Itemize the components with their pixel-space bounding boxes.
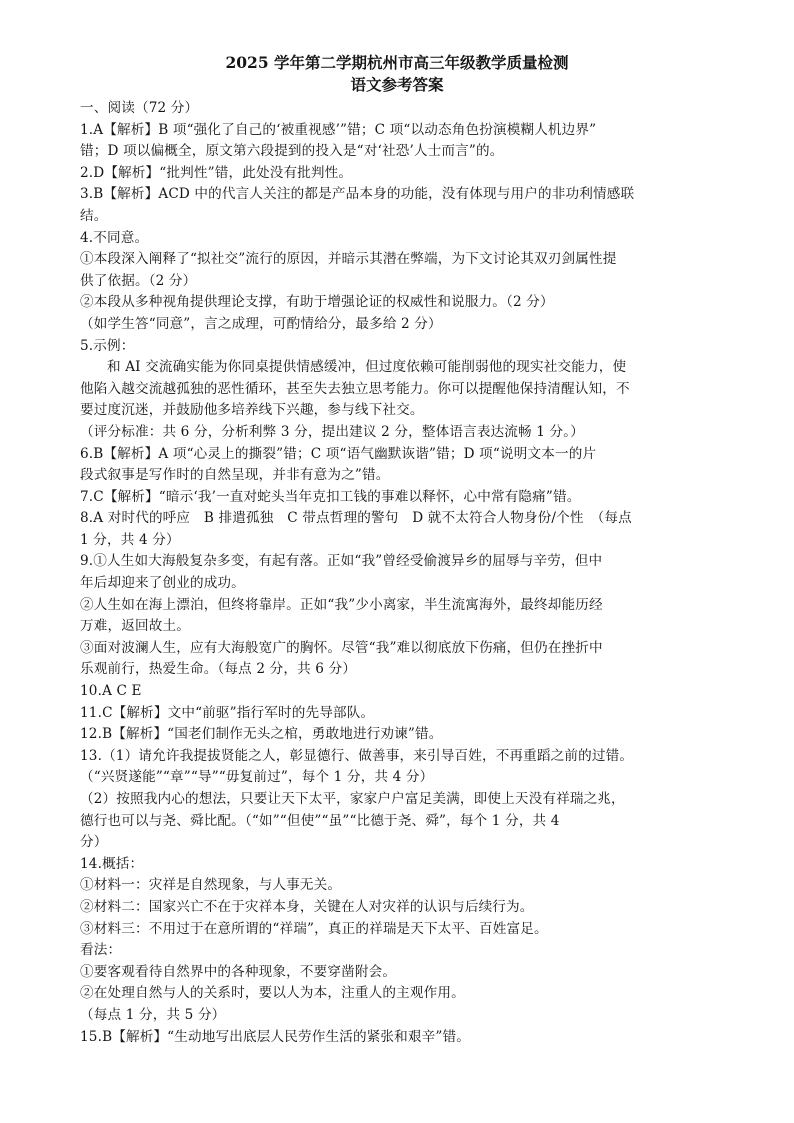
text-line: 和 AI 交流确实能为你同桌提供情感缓冲，但过度依赖可能削弱他的现实社交能力，使: [107, 359, 627, 376]
text-line: ①本段深入阐释了“拟社交”流行的原因，并暗示其潜在弊端，为下文讨论其双刃剑属性提: [80, 251, 617, 268]
text-line: 3.B【解析】ACD 中的代言人关注的都是产品本身的功能，没有体现与用户的非功利情感联: [80, 186, 635, 203]
text-line: 11.C【解析】文中“前驱”指行军时的先导部队。: [80, 704, 375, 721]
text-line: （“兴贤遂能”“章”“导”“毋复前过”，每个 1 分，共 4 分）: [80, 769, 434, 786]
text-line: ②人生如在海上漂泊，但终将靠岸。正如“我”少小离家，半生流寓海外，最终却能历经: [80, 596, 603, 613]
text-line: 6.B【解析】A 项“心灵上的撕裂”错；C 项“语气幽默诙谐”错；D 项“说明文本一的片: [80, 445, 597, 462]
text-line: 他陷入越交流越孤独的恶性循环，甚至失去独立思考能力。你可以提醒他保持清醒认知，不: [80, 380, 630, 397]
text-line: 1 分，共 4 分）: [80, 531, 180, 548]
text-line: 15.B【解析】“生动地写出底层人民劳作生活的紧张和艰辛”错。: [80, 1028, 470, 1045]
text-line: （如学生答“同意”，言之成理，可酌情给分，最多给 2 分）: [80, 315, 442, 332]
text-line: ①材料一：灾祥是自然现象，与人事无关。: [80, 877, 342, 894]
text-line: 看法：: [80, 942, 122, 959]
text-line: 乐观前行，热爱生命。（每点 2 分，共 6 分）: [80, 661, 357, 678]
text-line: 2.D【解析】“批判性”错，此处没有批判性。: [80, 164, 353, 181]
text-line: 结。: [80, 207, 108, 224]
text-line: ①要客观看待自然界中的各种现象，不要穿凿附会。: [80, 963, 397, 980]
text-line: （每点 1 分，共 5 分）: [80, 1006, 226, 1023]
text-line: 1.A【解析】B 项“强化了自己的‘被重视感’”错；C 项“以动态角色扮演模糊人机边界”: [80, 121, 597, 138]
answer-body: [80, 98, 714, 1048]
text-line: ②在处理自然与人的关系时，要以人为本，注重人的主观作用。: [80, 985, 465, 1002]
text-line: 13.（1）请允许我提拔贤能之人，彰显德行、做善事，来引导百姓，不再重蹈之前的过错。: [80, 747, 634, 764]
text-line: ②本段从多种视角提供理论支撑，有助于增强论证的权威性和说服力。（2 分）: [80, 294, 554, 311]
text-line: 分）: [80, 834, 108, 851]
text-line: 段式叙事是写作时的自然呈现，并非有意为之”错。: [80, 467, 390, 484]
text-line: 7.C【解析】“暗示‘我’一直对蛇头当年克扣工钱的事难以释怀，心中常有隐痛”错。: [80, 488, 581, 505]
text-line: 要过度沉迷，并鼓励他多培养线下兴趣，参与线下社交。: [80, 402, 424, 419]
text-line: 一、阅读（72 分）: [80, 100, 199, 116]
text-line: 10.A C E: [80, 683, 142, 700]
text-line: 错；D 项以偏概全，原文第六段提到的投入是“对‘社恐’人士而言”的。: [80, 143, 504, 160]
text-line: ②材料二：国家兴亡不在于灾祥本身，关键在人对灾祥的认识与后续行为。: [80, 898, 534, 915]
document-title: 2025 学年第二学期杭州市高三年级教学质量检测: [225, 53, 569, 72]
text-line: ③材料三：不用过于在意所谓的“祥瑞”，真正的祥瑞是天下太平、百姓富足。: [80, 920, 548, 937]
text-line: ③面对波澜人生，应有大海般宽广的胸怀。尽管“我”难以彻底放下伤痛，但仍在挫折中: [80, 639, 603, 656]
text-line: 5.示例：: [80, 337, 135, 354]
text-line: 8.A 对时代的呼应 B 排遣孤独 C 带点哲理的警句 D 就不太符合人物身份/个性 （每点: [80, 510, 632, 527]
text-line: 德行也可以与尧、舜比配。（“如”“但使”“虽”“比德于尧、舜”，每个 1 分，共 4: [80, 812, 560, 829]
text-line: 9.①人生如大海般复杂多变，有起有落。正如“我”曾经受偷渡异乡的屈辱与辛劳，但中: [80, 553, 603, 570]
text-line: 万难，返回故土。: [80, 618, 190, 635]
text-line: 12.B【解析】“国老们制作无头之棺，勇敢地进行劝谏”错。: [80, 726, 443, 743]
text-line: （评分标准：共 6 分，分析利弊 3 分，提出建议 2 分，整体语言表达流畅 1 分。）: [80, 423, 584, 440]
text-line: 4.不同意。: [80, 229, 149, 246]
text-line: （2）按照我内心的想法，只要让天下太平，家家户户富足美满，即使上天没有祥瑞之兆，: [80, 791, 625, 807]
document-subtitle: 语文参考答案: [350, 75, 444, 94]
text-line: 年后却迎来了创业的成功。: [80, 575, 245, 592]
text-line: 供了依据。（2 分）: [80, 272, 197, 289]
text-line: 14.概括：: [80, 855, 144, 872]
